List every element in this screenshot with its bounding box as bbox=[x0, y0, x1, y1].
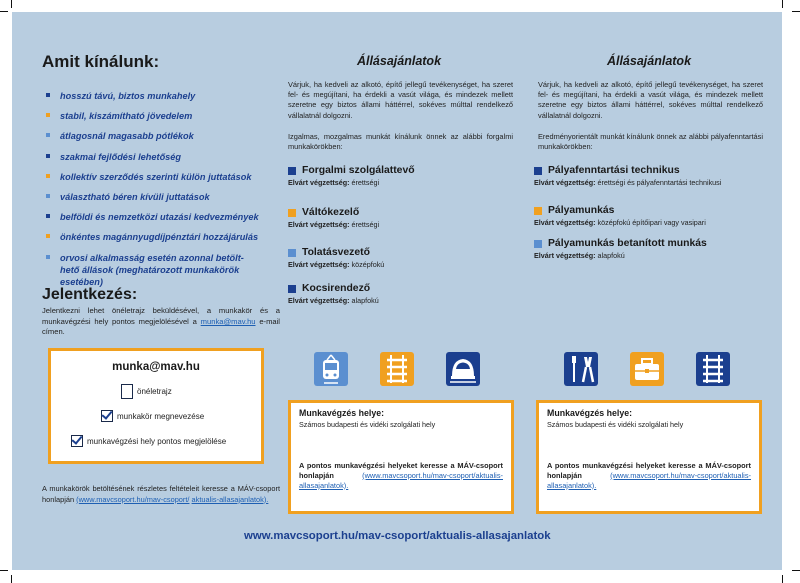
footnote-link[interactable]: aktualis-allasajanlatok). bbox=[191, 494, 269, 504]
footnote: A munkakörök betöltésének részletes feltételeit keresse a MÁV-csoport honlapján (www.mavcsoport.hu/mav-csoport/ aktualis-allasajanlatok). bbox=[42, 484, 280, 504]
bullet-icon bbox=[288, 209, 296, 217]
bullet-icon bbox=[46, 174, 50, 178]
place-paragraph: A pontos munkavégzési helyeket keresse a MÁV-csoport honlapján (www.mavcsoport.hu/mav-csoport/aktualis-allasajanlatok). bbox=[299, 461, 503, 490]
track-icon bbox=[380, 352, 414, 386]
email-box-item: munkakör megnevezése bbox=[117, 412, 204, 421]
crop-mark bbox=[11, 0, 12, 8]
brochure-page: Amit kínálunk: hosszú távú, biztos munkahely stabil, kiszámítható jövedelem átlagosnál magasabb pótlékok szakmai fejlődési lehetőség kollektív szerződés szerinti külön juttatások választható béren kívüli juttatások belföldi és nemzetközi utazási kedvezmények önkéntes magánnyugdíjpénztári hozzájárulás orvosi alkalmasság esetén azonnal betölt- hető állások (meghatározott munkakörök esetében) Jelentkezés: Jelentkezni lehet önéletrajz beküldésével, a munkakör és a munkavégzési hely pontos megjelölésével a munka@mav.hu e-mail címen. munka@mav.hu önéletrajz munkakör megnevezése munkavégzési hely pontos megjelölése A munkakörök betöltésének részletes feltételeit keresse a MÁV-csoport honlapján (www.mavcsoport.hu/mav-csoport/ aktualis-allasajanlatok). Állásajánlatok Várjuk, ha kedveli az alkotó, építő jellegű tevékenységet, ha szeret fel- és megújítani, ha érdekli a vasút világa, és mindezek mellett szeretne egy biztos állami háttérrel, sokéves múlttal rendelkező vállalatnál dolgozni. Izgalmas, mozgalmas munkát kínálunk önnek az alábbi forgalmi munkakörökben: Forgalmi szolgálattevő Elvárt végzettség: érettségi Váltókezelő Elvárt végzettség: érettségi Tolatásvezető Elvárt végzettség: középfokú Kocsirendező Elvárt végzettség: alapfokú Munkavégzés helye: Számos budapesti és vidéki szolgálati hely A pontos munkavégzési helyeket keresse a MÁV-csoport honlapján (www.mavcsoport.hu/mav-csoport/aktualis-allasajanlatok). Állásajánlatok Várjuk, ha kedveli az alkotó, építő jellegű tevékenységet, ha szeret fel- és megújítani, ha érdekli a vasút világa, és mindezek mellett szeretne egy biztos állami háttérrel, sokéves múlttal rendelkező vállalatnál dolgozni. Eredményorientált munkát kínálunk önnek az alábbi pályafenntartási munkakörökben: Pályafenntartási technikus Elvárt végzettség: érettségi és pályafenntartási technikusi Pályamunkás Elvárt végzettség: középfokú építőipari vagy vasipari Pályamunkás betanított munkás Elvárt végzettség: alapfokú Munkavégzés helye: Számos budapesti és vidéki szolgálati hely A pontos munkavégzési helyeket keresse a MÁV-csoport honlapján (www.mavcsoport.hu/mav-csoport/aktualis-allasajanlatok). www.mavcsoport.hu/mav-csoport/aktualis-allasajanlatok bbox=[12, 12, 782, 570]
offer-item: szakmai fejlődési lehetőség bbox=[46, 151, 286, 163]
bullet-icon bbox=[534, 240, 542, 248]
email-box-item: munkavégzési hely pontos megjelölése bbox=[87, 437, 226, 446]
bullet-icon bbox=[46, 255, 50, 259]
middle-title: Állásajánlatok bbox=[356, 54, 442, 68]
right-intro: Várjuk, ha kedveli az alkotó, építő jellegű tevékenységet, ha szeret fel- és megújítani, ha érdekli a vasút világa, és mindezek mellett szeretne egy biztos állami háttérrel, sokéves múlttal rendelkező vállalatnál dolgozni. bbox=[538, 80, 763, 120]
offer-list bbox=[46, 90, 286, 288]
apply-heading: Jelentkezés: bbox=[42, 286, 138, 303]
bullet-icon bbox=[46, 234, 50, 238]
tram-icon bbox=[314, 352, 348, 386]
offer-item: kollektív szerződés szerinti külön juttatások bbox=[46, 171, 286, 183]
bullet-icon bbox=[46, 214, 50, 218]
bullet-icon bbox=[534, 167, 542, 175]
bullet-icon bbox=[288, 167, 296, 175]
offer-item: átlagosnál magasabb pótlékok bbox=[46, 130, 286, 142]
apply-text: Jelentkezni lehet önéletrajz beküldésével, a munkakör és a munkavégzési hely pontos megjelölésével a munka@mav.hu e-mail címen. bbox=[42, 306, 280, 337]
offer-item: hosszú távú, biztos munkahely bbox=[46, 90, 286, 102]
bullet-icon bbox=[46, 133, 50, 137]
offer-item: belföldi és nemzetközi utazási kedvezmények bbox=[46, 211, 286, 223]
toolbox-icon bbox=[630, 352, 664, 386]
place-paragraph: A pontos munkavégzési helyeket keresse a MÁV-csoport honlapján (www.mavcsoport.hu/mav-csoport/aktualis-allasajanlatok). bbox=[547, 461, 751, 490]
bullet-icon bbox=[288, 249, 296, 257]
right-title: Állásajánlatok bbox=[606, 54, 692, 68]
right-intro-2: Eredményorientált munkát kínálunk önnek az alábbi pályafenntartási munkakörökben: bbox=[538, 132, 763, 152]
email-box bbox=[48, 348, 264, 464]
crop-mark bbox=[0, 570, 8, 571]
offer-item: orvosi alkalmasság esetén azonnal betölt- hető állások (meghatározott munkakörök esetében) bbox=[46, 252, 286, 288]
offer-item: önkéntes magánnyugdíjpénztári hozzájárulás bbox=[46, 231, 286, 243]
place-box bbox=[288, 400, 514, 514]
email-box-item: önéletrajz bbox=[137, 387, 172, 396]
place-text: Számos budapesti és vidéki szolgálati hely bbox=[547, 420, 684, 429]
bullet-icon bbox=[46, 113, 50, 117]
tools-icon bbox=[564, 352, 598, 386]
rail-track-icon bbox=[696, 352, 730, 386]
place-box bbox=[536, 400, 762, 514]
bullet-icon bbox=[46, 154, 50, 158]
place-text: Számos budapesti és vidéki szolgálati hely bbox=[299, 420, 436, 429]
email-box-title: munka@mav.hu bbox=[112, 361, 200, 373]
crop-mark bbox=[782, 0, 783, 8]
middle-intro: Várjuk, ha kedveli az alkotó, építő jellegű tevékenységet, ha szeret fel- és megújítani, ha érdekli a vasút világa, és mindezek mellett szeretne egy biztos állami háttérrel, sokéves múlttal rendelkező vállalatnál dolgozni. bbox=[288, 80, 513, 120]
checkbox-icon bbox=[101, 410, 113, 422]
place-title: Munkavégzés helye: bbox=[299, 408, 385, 418]
document-icon bbox=[121, 384, 133, 399]
place-link[interactable]: (www.mavcsoport.hu/mav-csoport/aktualis-allasajanlatok). bbox=[547, 470, 751, 490]
footnote-link[interactable]: (www.mavcsoport.hu/mav-csoport/ bbox=[76, 494, 190, 504]
bullet-icon bbox=[46, 194, 50, 198]
crop-mark bbox=[11, 575, 12, 583]
train-icon bbox=[446, 352, 480, 386]
crop-mark bbox=[792, 570, 800, 571]
place-link[interactable]: (www.mavcsoport.hu/mav-csoport/aktualis-allasajanlatok). bbox=[299, 470, 503, 490]
middle-intro-2: Izgalmas, mozgalmas munkát kínálunk önnek az alábbi forgalmi munkakörökben: bbox=[288, 132, 513, 152]
bullet-icon bbox=[534, 207, 542, 215]
crop-mark bbox=[782, 575, 783, 583]
offer-item: választható béren kívüli juttatások bbox=[46, 191, 286, 203]
bullet-icon bbox=[46, 93, 50, 97]
checkbox-icon bbox=[71, 435, 83, 447]
crop-mark bbox=[792, 11, 800, 12]
place-title: Munkavégzés helye: bbox=[547, 408, 633, 418]
email-link[interactable]: munka@mav.hu bbox=[200, 316, 256, 326]
offer-heading: Amit kínálunk: bbox=[42, 52, 160, 71]
bottom-url-link[interactable]: www.mavcsoport.hu/mav-csoport/aktualis-allasajanlatok bbox=[244, 530, 551, 542]
offer-item: stabil, kiszámítható jövedelem bbox=[46, 110, 286, 122]
crop-mark bbox=[0, 11, 8, 12]
bullet-icon bbox=[288, 285, 296, 293]
